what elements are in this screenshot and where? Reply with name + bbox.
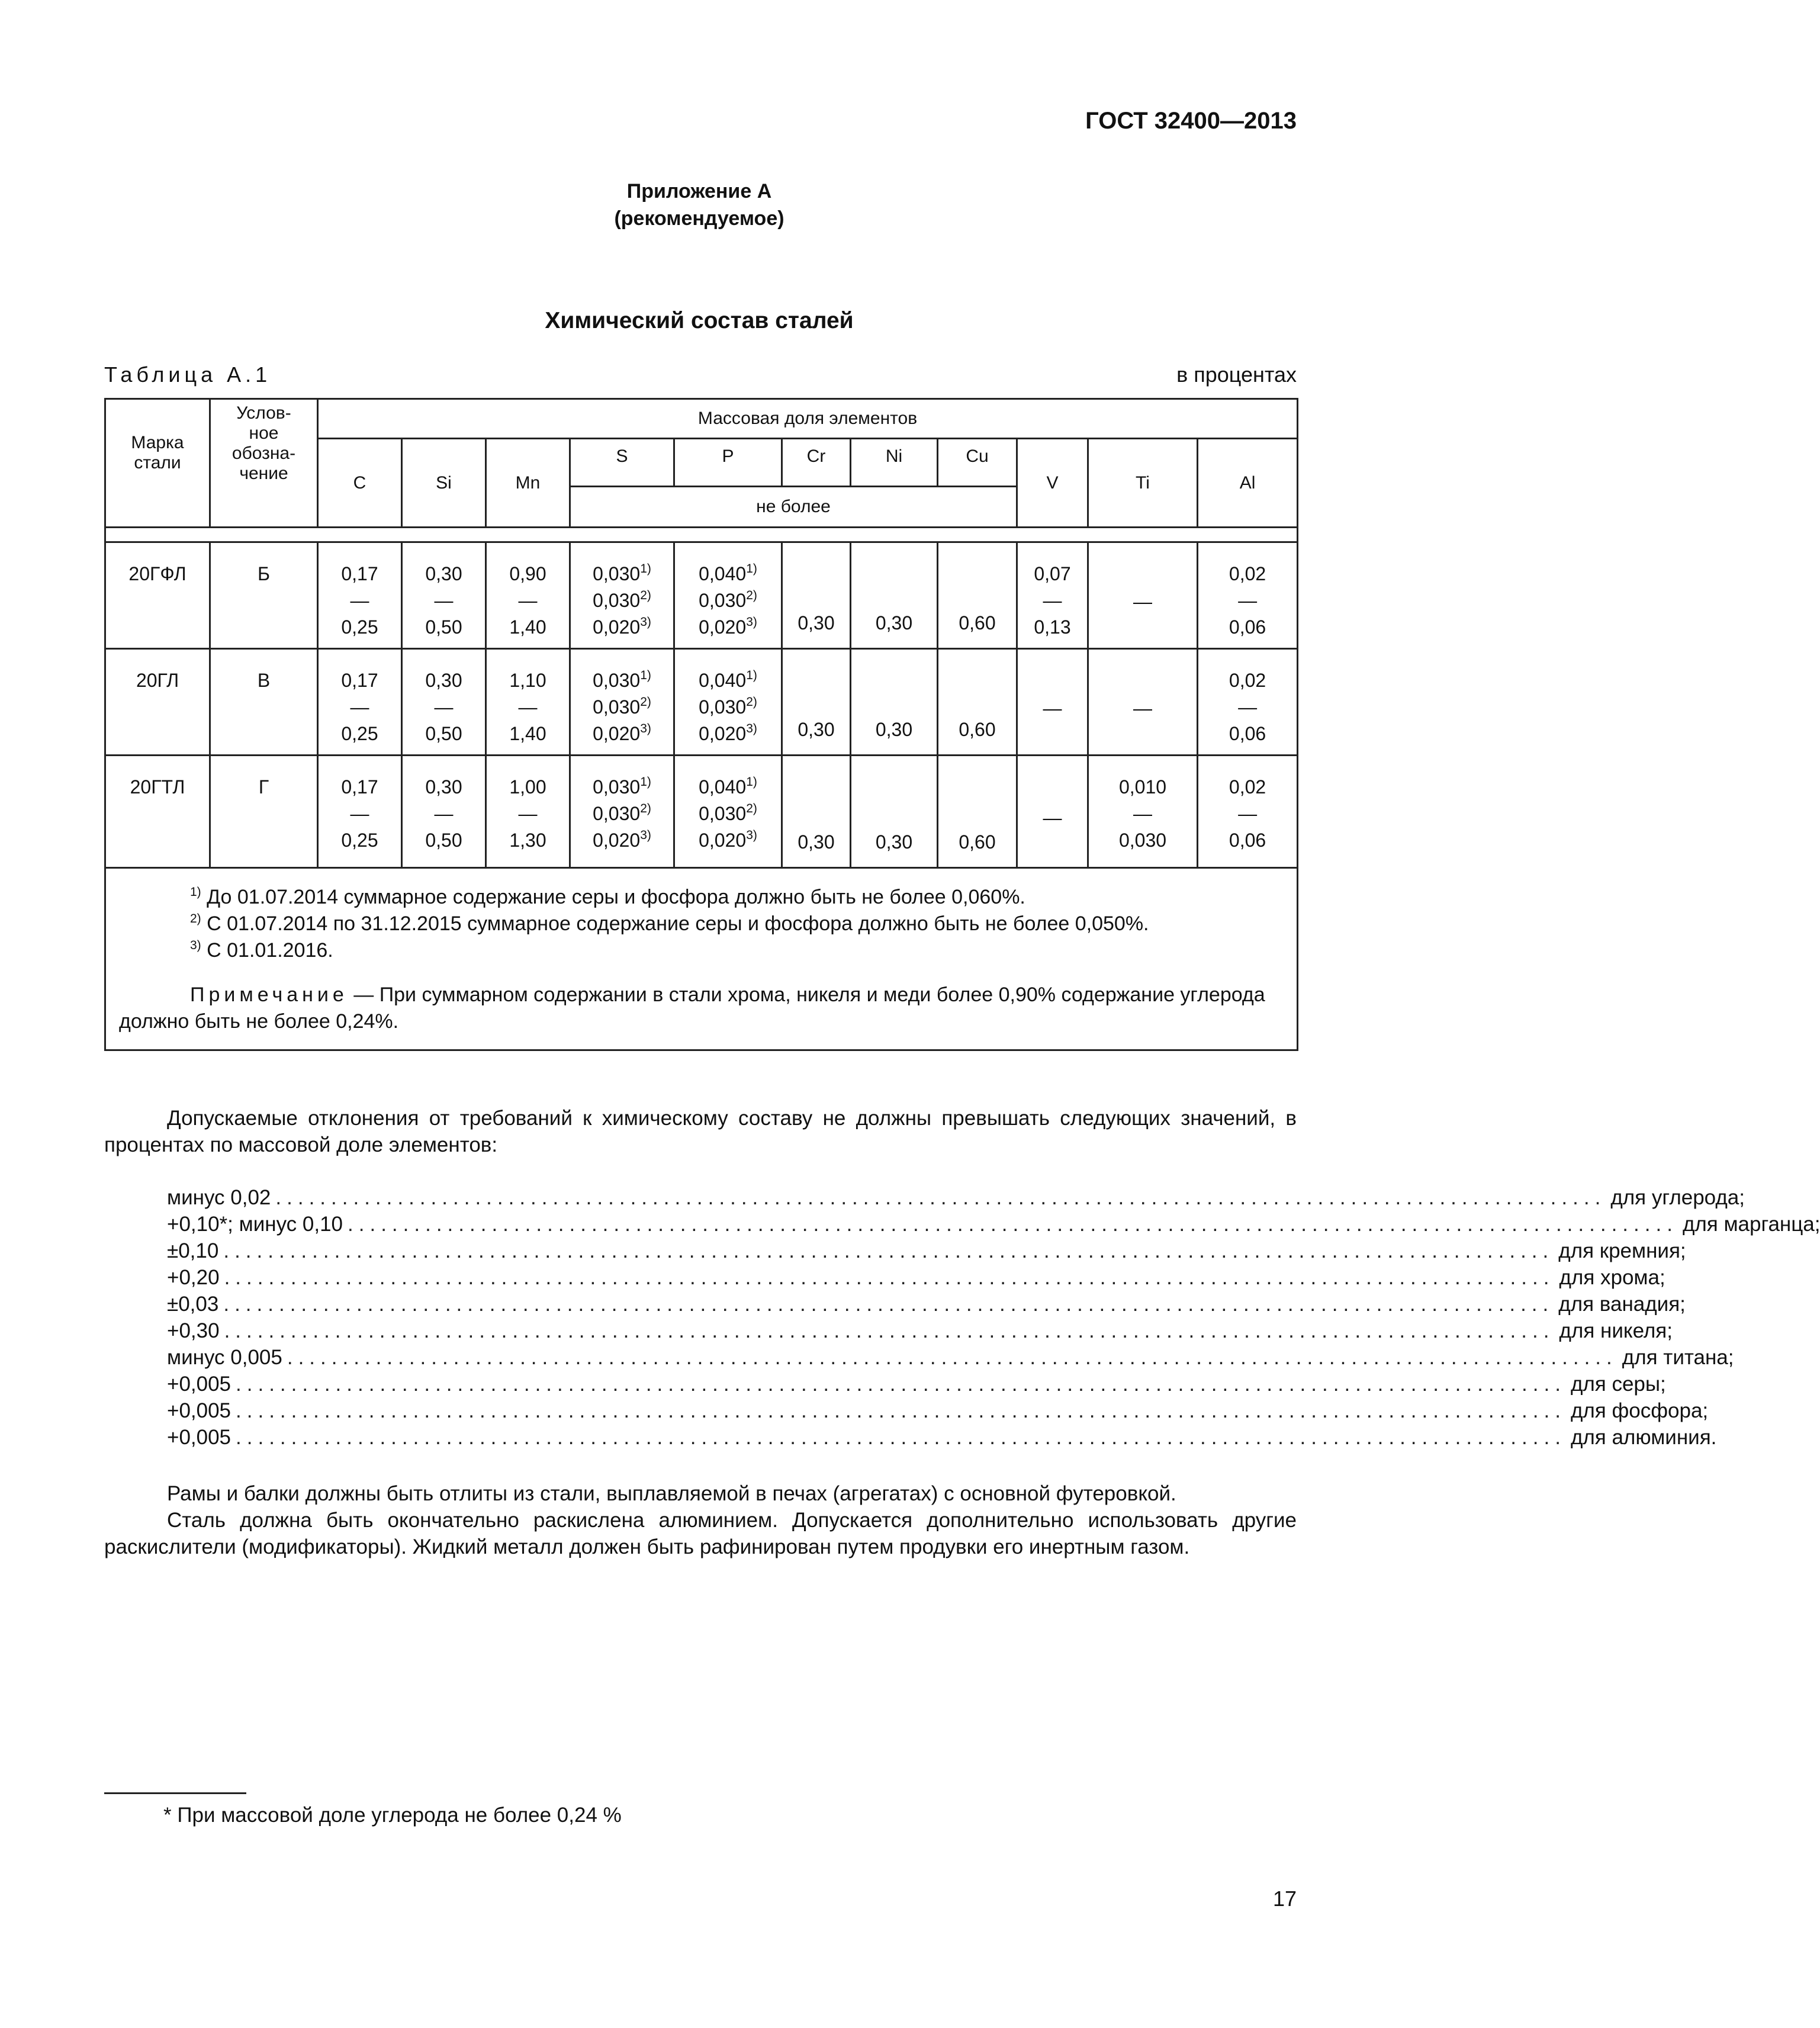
cell-c-range [341, 667, 378, 747]
cell-cr-value: 0,30 [798, 831, 835, 853]
cell-p-footnote-mark: 1) [746, 562, 757, 576]
dot-leader: ........................................................................................................................ [224, 1319, 1555, 1342]
header-element-c [318, 439, 402, 528]
header-mass-fraction-label: Массовая доля элементов [697, 409, 918, 428]
cell-s-list [593, 774, 651, 854]
dot-leader: ........................................................................................................................ [223, 1293, 1554, 1316]
cell-ti [1088, 756, 1198, 868]
cell-c [318, 542, 402, 649]
cell-si-min: 0,30 [425, 776, 462, 798]
cell-si [402, 542, 486, 649]
table-row [105, 542, 1298, 649]
cell-p [674, 756, 782, 868]
dot-leader: ........................................................................................................................ [287, 1346, 1618, 1369]
header-element-cr [782, 439, 851, 487]
cell-cu [938, 649, 1017, 756]
cell-s-footnote-mark: 1) [640, 562, 651, 576]
header-row [105, 399, 1298, 439]
cell-v-max: 0,13 [1034, 616, 1071, 638]
deviation-value: ±0,10 [167, 1239, 219, 1262]
cell-s-footnote-mark: 3) [640, 615, 651, 629]
footnote-text: До 01.07.2014 суммарное содержание серы и фосфора должно быть не более 0,060%. [201, 886, 1025, 908]
cell-s-value: 0,020 [593, 830, 641, 851]
cell-al-max: 0,06 [1229, 616, 1266, 638]
cell-al [1198, 649, 1298, 756]
cell-al [1198, 756, 1298, 868]
chemical-composition-table [104, 398, 1298, 1051]
cell-al-min: 0,02 [1229, 563, 1266, 584]
cell-al-max: 0,06 [1229, 723, 1266, 744]
header-grade-label: Марка стали [131, 433, 184, 473]
footnote-text: С 01.01.2016. [201, 939, 333, 962]
cell-p-line [699, 721, 757, 747]
cell-al-max: 0,06 [1229, 830, 1266, 851]
header-element-s [570, 439, 674, 487]
dot-leader: ........................................................................................................................ [275, 1186, 1606, 1209]
cell-c [318, 649, 402, 756]
header-element-label: Al [1239, 473, 1256, 493]
cell-s-line [593, 561, 651, 587]
header-mass-fraction [318, 399, 1298, 439]
cell-al-dash: — [1238, 696, 1258, 718]
cell-mn-min: 1,10 [509, 670, 546, 691]
header-element-cu [938, 439, 1017, 487]
cell-c-dash: — [350, 696, 369, 718]
deviation-row [167, 1424, 1717, 1451]
cell-s-value: 0,020 [593, 723, 641, 744]
cell-designation [210, 756, 318, 868]
cell-si-max: 0,50 [425, 616, 462, 638]
cell-al-min: 0,02 [1229, 670, 1266, 691]
deviation-value: +0,20 [167, 1266, 220, 1289]
cell-al-dash: — [1238, 590, 1258, 611]
cell-s-value: 0,030 [593, 563, 641, 584]
table-unit: в процентах [1176, 362, 1297, 387]
paragraph-deoxidation: Сталь должна быть окончательно раскислена алюминием. Допускается дополнительно использовать другие раскислители (модификаторы). Жидкий металл должен быть рафинирован путем продувки его инертным газом. [104, 1509, 1297, 1558]
deviation-value: ±0,03 [167, 1293, 219, 1316]
header-element-label: Mn [515, 473, 541, 493]
cell-si-range [425, 561, 462, 641]
cell-mn-dash: — [518, 590, 538, 611]
cell-p-list [699, 561, 757, 641]
cell-v [1017, 542, 1088, 649]
cell-c-min: 0,17 [341, 670, 378, 691]
cell-mn [486, 649, 570, 756]
cell-p-value: 0,030 [699, 696, 747, 718]
cell-mn-dash: — [518, 696, 538, 718]
table-row [105, 756, 1298, 868]
cell-ni-value: 0,30 [875, 719, 913, 740]
cell-p-value: 0,040 [699, 563, 747, 584]
cell-s-footnote-mark: 2) [640, 589, 651, 602]
cell-al-range [1229, 561, 1266, 641]
cell-si-dash: — [434, 696, 454, 718]
cell-grade [105, 542, 210, 649]
cell-p-line [699, 667, 757, 694]
cell-c-dash: — [350, 590, 369, 611]
cell-p-list [699, 774, 757, 854]
cell-v-min: 0,07 [1034, 563, 1071, 584]
cell-c-max: 0,25 [341, 723, 378, 744]
cell-c-min: 0,17 [341, 776, 378, 798]
cell-p-value: 0,020 [699, 723, 747, 744]
deviation-row [167, 1371, 1666, 1397]
deviation-value: +0,005 [167, 1373, 231, 1396]
cell-grade [105, 756, 210, 868]
cell-si [402, 649, 486, 756]
header-element-label: Cr [806, 446, 826, 466]
header-grade [105, 399, 210, 528]
cell-s-value: 0,030 [593, 803, 641, 824]
deviation-value: +0,005 [167, 1399, 231, 1422]
cell-si-dash: — [434, 803, 454, 824]
cell-si-range [425, 774, 462, 854]
cell-grade [105, 649, 210, 756]
cell-p-footnote-mark: 3) [746, 828, 757, 842]
header-element-p [674, 439, 782, 487]
header-element-label: C [353, 473, 366, 493]
cell-s [570, 542, 674, 649]
header-element-label: V [1046, 473, 1059, 493]
cell-s-line [593, 587, 651, 614]
cell-p-line [699, 614, 757, 641]
cell-s-line [593, 827, 651, 854]
cell-p [674, 542, 782, 649]
deviation-element: для серы; [1570, 1373, 1666, 1396]
cell-ni-value: 0,30 [875, 831, 913, 853]
dot-leader: ........................................................................................................................ [236, 1373, 1566, 1396]
cell-p-footnote-mark: 1) [746, 668, 757, 682]
deviation-row [167, 1184, 1745, 1211]
deviation-element: для кремния; [1558, 1239, 1686, 1262]
cell-ni [851, 542, 938, 649]
cell-cu-value: 0,60 [959, 719, 996, 740]
cell-p-line [699, 587, 757, 614]
cell-s-value: 0,030 [593, 776, 641, 798]
header-element-label: S [616, 446, 628, 466]
appendix-title: Приложение А [626, 180, 772, 203]
header-designation-label: Услов-ное обозна-чение [231, 403, 296, 483]
cell-ni [851, 649, 938, 756]
cell-v [1017, 649, 1088, 756]
deviation-element: для хрома; [1559, 1266, 1665, 1289]
dot-leader: ........................................................................................................................ [224, 1266, 1555, 1289]
paragraph-frames: Рамы и балки должны быть отлиты из стали, выплавляемой в печах (агрегатах) с основной футеровкой. [167, 1482, 1176, 1505]
cell-s [570, 756, 674, 868]
designation-value: Б [258, 563, 270, 584]
cell-p-line [699, 827, 757, 854]
header-spacer [105, 528, 1298, 542]
table-row [105, 649, 1298, 756]
cell-ti [1088, 649, 1198, 756]
deviation-value: +0,10*; минус 0,10 [167, 1213, 343, 1236]
cell-ti-range [1119, 774, 1166, 854]
header-not-more-label: не более [756, 497, 831, 516]
cell-s-value: 0,030 [593, 696, 641, 718]
deviation-row [167, 1291, 1686, 1317]
cell-v-dash: — [1043, 590, 1062, 611]
cell-ni [851, 756, 938, 868]
cell-cr-value: 0,30 [798, 612, 835, 634]
cell-si-max: 0,50 [425, 830, 462, 851]
cell-mn-range [509, 561, 546, 641]
footnote-mark: 2) [190, 912, 201, 925]
page-footnote: * При массовой доле углерода не более 0,24 % [163, 1804, 622, 1827]
cell-s-footnote-mark: 3) [640, 828, 651, 842]
deviation-value: минус 0,005 [167, 1346, 282, 1369]
cell-ti-min: 0,010 [1118, 776, 1167, 798]
deviation-element: для алюминия. [1570, 1426, 1717, 1449]
cell-s-footnote-mark: 3) [640, 722, 651, 735]
appendix-status: (рекомендуемое) [614, 207, 784, 230]
cell-mn-dash: — [518, 803, 538, 824]
cell-c-dash: — [350, 803, 369, 824]
deviation-element: для титана; [1622, 1346, 1734, 1369]
deviation-row [167, 1211, 1820, 1238]
cell-cr [782, 756, 851, 868]
cell-si-min: 0,30 [425, 563, 462, 584]
cell-p-footnote-mark: 1) [746, 775, 757, 789]
cell-p-line [699, 694, 757, 721]
cell-s-line [593, 667, 651, 694]
cell-cu [938, 756, 1017, 868]
cell-p-value: 0,040 [699, 670, 747, 691]
deviation-value: +0,30 [167, 1319, 220, 1342]
footnote-separator [104, 1792, 246, 1794]
cell-mn-max: 1,40 [509, 616, 546, 638]
header-element-label: Ti [1136, 473, 1150, 493]
cell-s-footnote-mark: 1) [640, 668, 651, 682]
cell-mn-range [509, 667, 546, 747]
cell-s-value: 0,030 [593, 590, 641, 611]
cell-mn-max: 1,30 [509, 830, 546, 851]
header-spacer-row [105, 528, 1298, 542]
cell-c-min: 0,17 [341, 563, 378, 584]
header-element-label: Ni [885, 446, 903, 466]
cell-p-value: 0,020 [699, 830, 747, 851]
deviation-row [167, 1317, 1673, 1344]
cell-p-footnote-mark: 3) [746, 615, 757, 629]
dot-leader: ........................................................................................................................ [223, 1239, 1554, 1262]
deviation-element: для углерода; [1610, 1186, 1745, 1209]
deviation-value: минус 0,02 [167, 1186, 271, 1209]
cell-p-footnote-mark: 2) [746, 695, 757, 709]
cell-designation [210, 542, 318, 649]
cell-s-line [593, 694, 651, 721]
cell-s-list [593, 561, 651, 641]
cell-s-line [593, 801, 651, 827]
footnote-mark: 1) [190, 885, 201, 899]
deviation-intro: Допускаемые отклонения от требований к химическому составу не должны превышать следующих значений, в процентах по массовой доле элементов: [104, 1107, 1297, 1156]
cell-v-value: — [1043, 806, 1062, 828]
cell-ti [1088, 542, 1198, 649]
cell-s-value: 0,020 [593, 616, 641, 638]
cell-c [318, 756, 402, 868]
cell-s-footnote-mark: 1) [640, 775, 651, 789]
cell-p-line [699, 561, 757, 587]
cell-s-footnote-mark: 2) [640, 695, 651, 709]
deviation-row [167, 1344, 1734, 1371]
cell-mn-min: 1,00 [509, 776, 546, 798]
header-element-si [402, 439, 486, 528]
cell-p-line [699, 801, 757, 827]
cell-s [570, 649, 674, 756]
cell-s-list [593, 667, 651, 747]
cell-cr [782, 542, 851, 649]
cell-p-value: 0,020 [699, 616, 747, 638]
cell-ti-max: 0,030 [1118, 830, 1167, 851]
cell-mn-max: 1,40 [509, 723, 546, 744]
designation-value: В [257, 670, 271, 691]
header-element-label: P [722, 446, 734, 466]
cell-si-range [425, 667, 462, 747]
deviation-row [167, 1238, 1686, 1264]
note-label: Примечание [190, 984, 348, 1006]
deviation-element: для фосфора; [1570, 1399, 1709, 1422]
cell-al-range [1229, 667, 1266, 747]
deviation-row [167, 1397, 1709, 1424]
cell-p-footnote-mark: 2) [746, 589, 757, 602]
footnote-1 [119, 884, 1284, 911]
cell-v-value: — [1043, 697, 1062, 719]
header-element-mn [486, 439, 570, 528]
footnote-text: С 01.07.2014 по 31.12.2015 суммарное содержание серы и фосфора должно быть не более 0,050%. [201, 912, 1149, 935]
grade-value: 20ГТЛ [130, 776, 185, 798]
deviation-element: для никеля; [1559, 1319, 1673, 1342]
grade-value: 20ГЛ [136, 670, 179, 691]
cell-c-max: 0,25 [341, 830, 378, 851]
header-element-label: Cu [966, 446, 989, 466]
cell-s-line [593, 774, 651, 801]
header-element-al [1198, 439, 1298, 528]
dot-leader: ........................................................................................................................ [236, 1426, 1566, 1449]
cell-ti-dash: — [1133, 803, 1152, 824]
cell-si [402, 756, 486, 868]
cell-al [1198, 542, 1298, 649]
cell-ti-value: — [1133, 697, 1152, 719]
cell-p-value: 0,040 [699, 776, 747, 798]
header-not-more [570, 487, 1017, 528]
cell-si-min: 0,30 [425, 670, 462, 691]
document-standard-number: ГОСТ 32400—2013 [1085, 108, 1297, 134]
cell-cu-value: 0,60 [959, 612, 996, 634]
cell-ni-value: 0,30 [875, 612, 913, 634]
cell-p-footnote-mark: 2) [746, 802, 757, 815]
appendix-heading [0, 178, 1398, 232]
cell-al-range [1229, 774, 1266, 854]
footnotes-row [105, 868, 1298, 1050]
cell-cu [938, 542, 1017, 649]
cell-v-range [1034, 561, 1070, 641]
cell-s-line [593, 721, 651, 747]
cell-mn [486, 756, 570, 868]
header-element-ti [1088, 439, 1198, 528]
cell-s-footnote-mark: 2) [640, 802, 651, 815]
cell-p-line [699, 774, 757, 801]
grade-value: 20ГФЛ [128, 563, 186, 584]
cell-c-range [341, 774, 378, 854]
cell-v [1017, 756, 1088, 868]
cell-designation [210, 649, 318, 756]
cell-p-value: 0,030 [699, 803, 747, 824]
cell-al-dash: — [1238, 803, 1258, 824]
dot-leader: ........................................................................................................................ [236, 1399, 1566, 1422]
deviation-value: +0,005 [167, 1426, 231, 1449]
table-label: Таблица А.1 [104, 362, 272, 387]
note-text: — При суммарном содержании в стали хрома, никеля и меди более 0,90% содержание углерода должно быть не более 0,24%. [119, 984, 1265, 1033]
page-number: 17 [1272, 1886, 1297, 1911]
dot-leader: ........................................................................................................................ [348, 1213, 1678, 1236]
cell-mn [486, 542, 570, 649]
cell-cr [782, 649, 851, 756]
cell-si-max: 0,50 [425, 723, 462, 744]
footnote-mark: 3) [190, 939, 201, 952]
cell-p-value: 0,030 [699, 590, 747, 611]
deviation-element: для марганца; [1682, 1213, 1820, 1236]
cell-mn-min: 0,90 [509, 563, 546, 584]
cell-p-list [699, 667, 757, 747]
cell-s-value: 0,030 [593, 670, 641, 691]
cell-p-footnote-mark: 3) [746, 722, 757, 735]
deviation-list [167, 1184, 1820, 1451]
header-element-label: Si [436, 473, 452, 493]
cell-cr-value: 0,30 [798, 719, 835, 740]
table-note [119, 982, 1284, 1035]
footnote-2 [119, 911, 1284, 937]
deviation-element: для ванадия; [1558, 1293, 1686, 1316]
cell-cu-value: 0,60 [959, 831, 996, 853]
cell-p [674, 649, 782, 756]
footnote-3 [119, 937, 1284, 964]
cell-c-max: 0,25 [341, 616, 378, 638]
cell-si-dash: — [434, 590, 454, 611]
cell-c-range [341, 561, 378, 641]
cell-ti-value: — [1133, 590, 1152, 612]
deviation-row [167, 1264, 1665, 1291]
footnotes-cell [105, 868, 1298, 1050]
cell-al-min: 0,02 [1229, 776, 1266, 798]
designation-value: Г [258, 776, 269, 798]
cell-s-line [593, 614, 651, 641]
cell-mn-range [509, 774, 546, 854]
header-element-ni [851, 439, 938, 487]
section-title: Химический состав сталей [545, 308, 854, 333]
header-designation [210, 399, 318, 528]
header-element-v [1017, 439, 1088, 528]
